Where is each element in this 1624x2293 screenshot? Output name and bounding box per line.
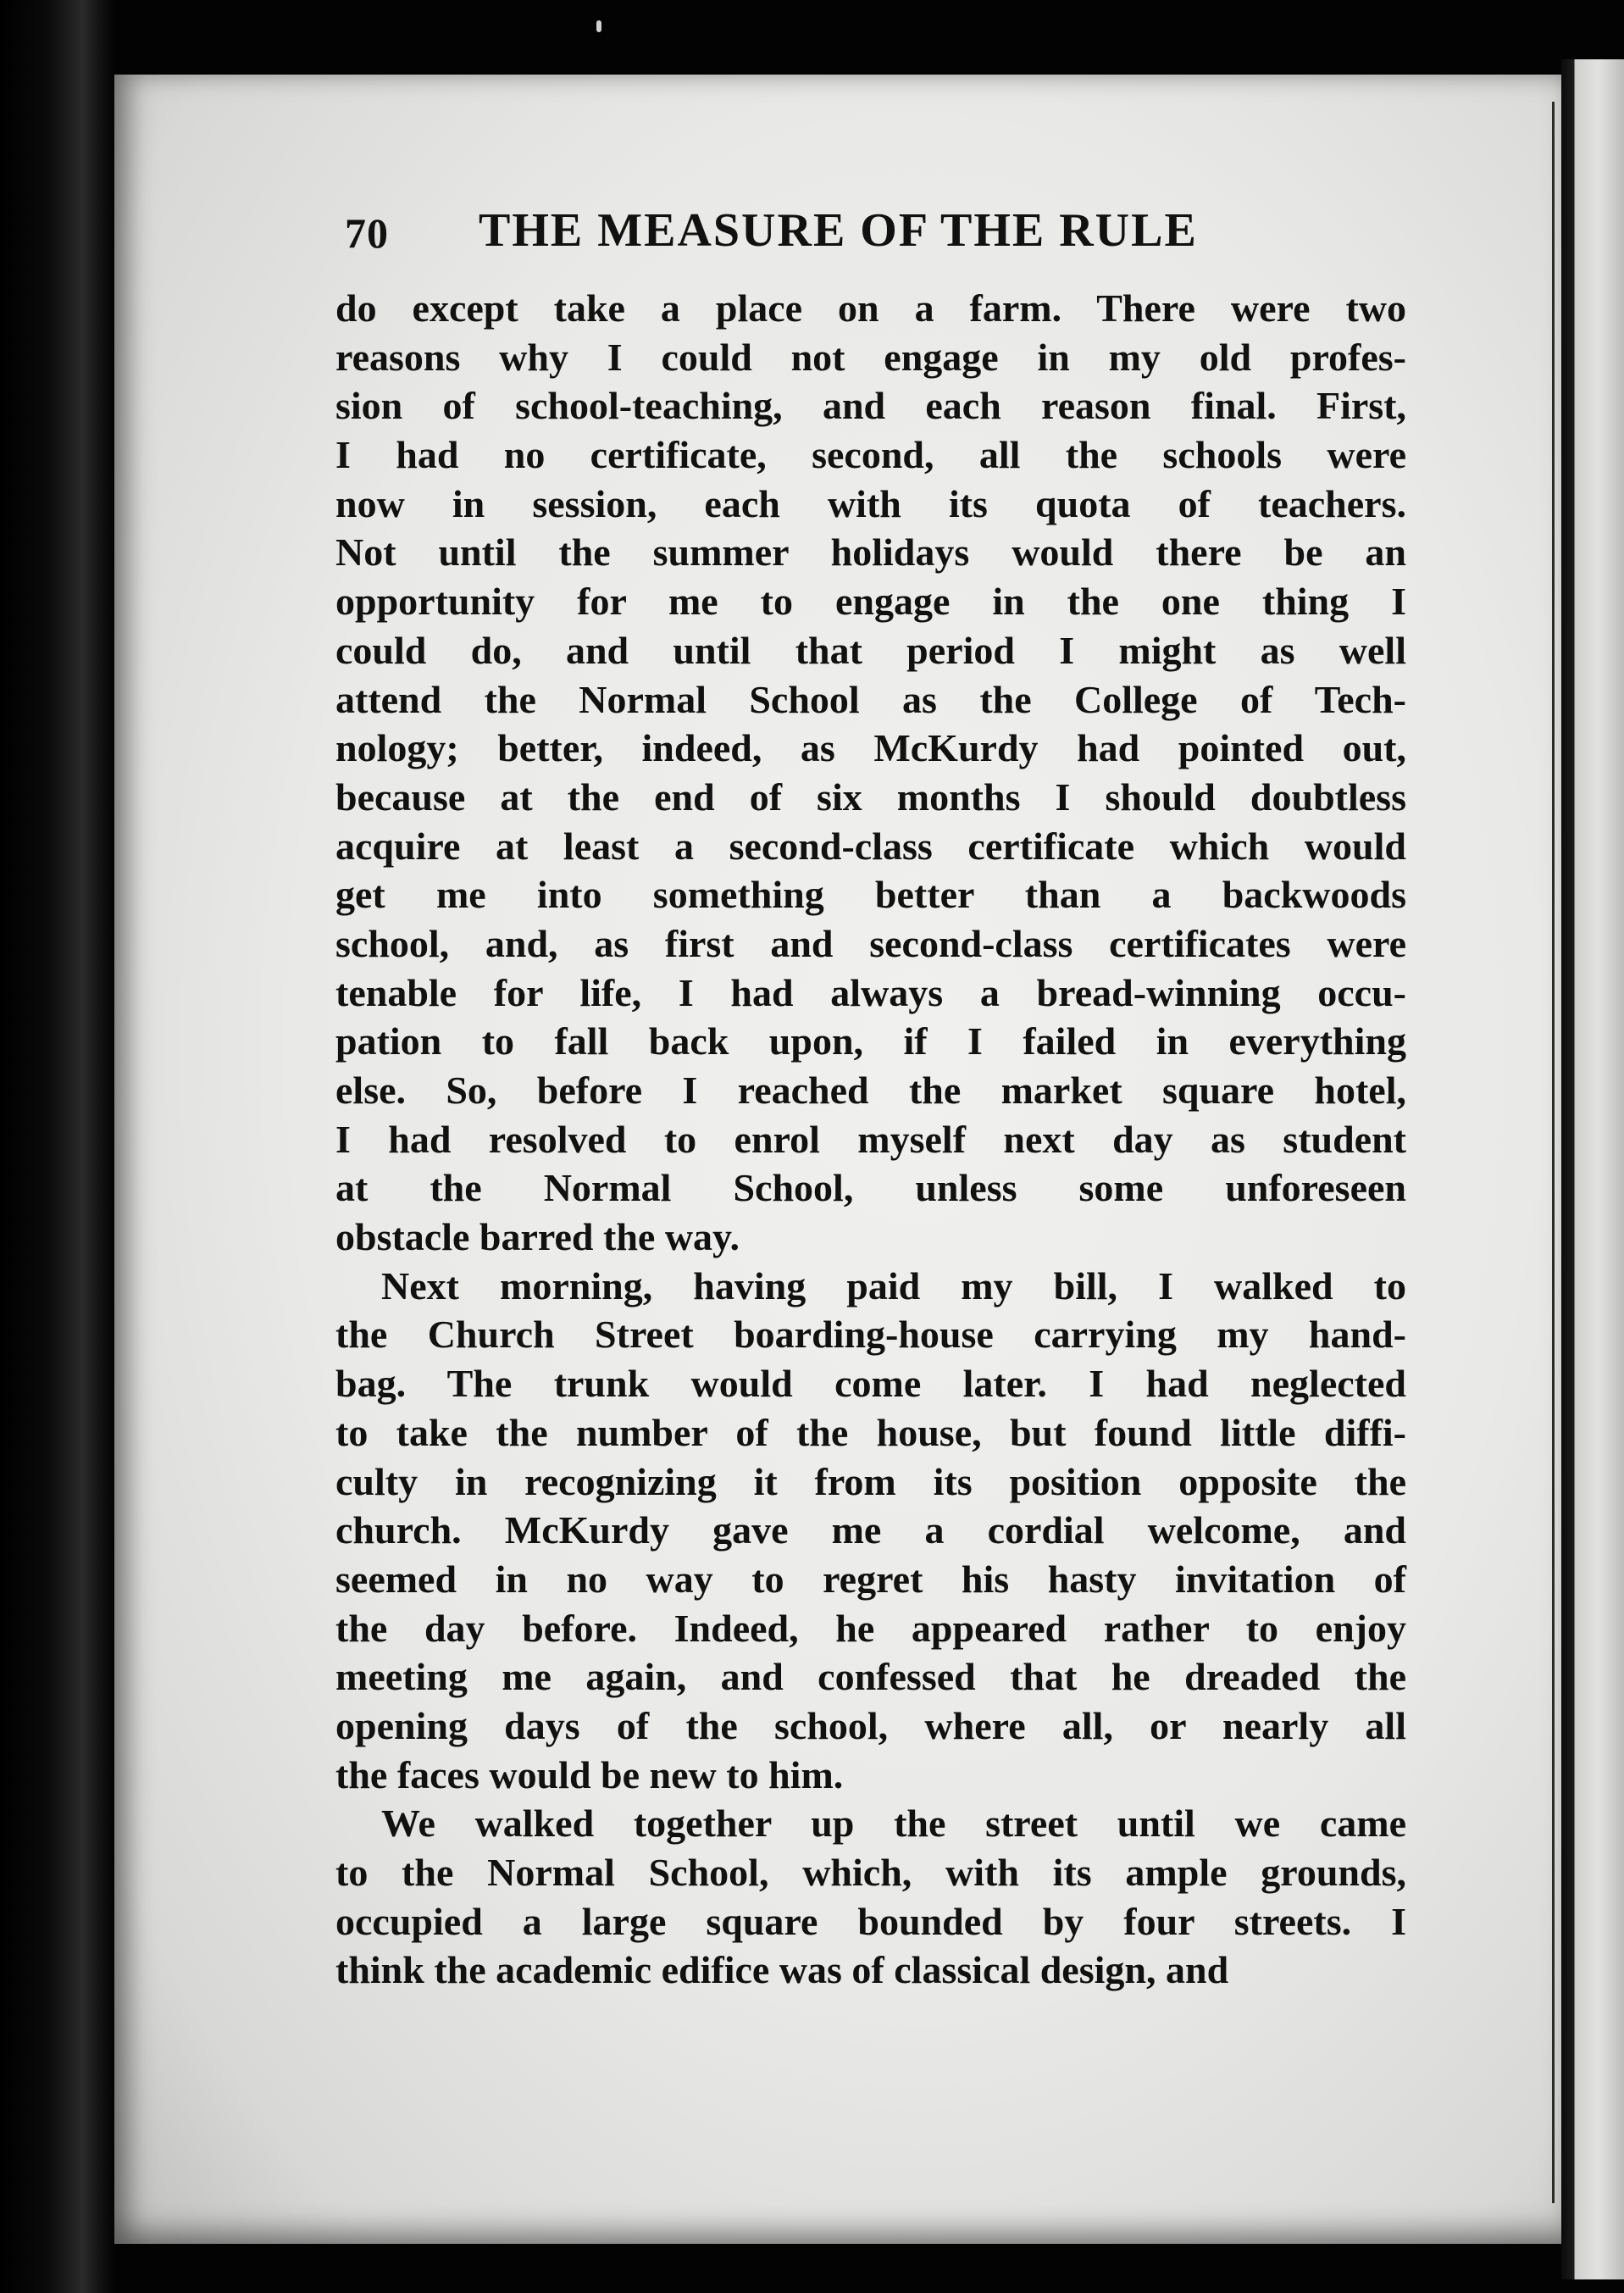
text-line: culty in recognizing it from its position opposite the bbox=[335, 1459, 1406, 1503]
paragraph bbox=[335, 1262, 1406, 1800]
page-number: 70 bbox=[345, 209, 389, 257]
book-binding bbox=[0, 0, 119, 2293]
text-line: meeting me again, and confessed that he dreaded the bbox=[335, 1655, 1406, 1699]
running-header bbox=[345, 203, 1283, 266]
next-page-edge bbox=[1561, 59, 1624, 2279]
text-line: Not until the summer holidays would there be an bbox=[335, 530, 1406, 575]
text-line: the Church Street boarding-house carrying my hand- bbox=[335, 1313, 1406, 1357]
text-line: sion of school-teaching, and each reason final. First, bbox=[335, 384, 1406, 428]
paragraph bbox=[335, 1799, 1406, 1995]
text-line: nology; better, indeed, as McKurdy had pointed out, bbox=[335, 726, 1406, 770]
text-line: at the Normal School, unless some unforeseen bbox=[335, 1166, 1406, 1210]
text-line: We walked together up the street until we came bbox=[381, 1802, 1406, 1846]
text-line: reasons why I could not engage in my old profes- bbox=[335, 335, 1406, 379]
scan-speck bbox=[596, 20, 601, 32]
text-line: because at the end of six months I should doubtless bbox=[335, 775, 1406, 819]
text-line: to the Normal School, which, with its ample grounds, bbox=[335, 1851, 1406, 1894]
text-line: now in session, each with its quota of teachers. bbox=[335, 481, 1406, 525]
body-text bbox=[335, 284, 1406, 1995]
text-line: the day before. Indeed, he appeared rather to enjoy bbox=[335, 1606, 1406, 1650]
text-line: occupied a large square bounded by four streets. I bbox=[335, 1899, 1406, 1943]
text-line: pation to fall back upon, if I failed in everything bbox=[335, 1019, 1406, 1063]
text-line: I had resolved to enrol myself next day as student bbox=[335, 1117, 1406, 1161]
text-line: Next morning, having paid my bill, I walked to bbox=[381, 1263, 1406, 1308]
text-line: think the academic edifice was of classical design, and bbox=[335, 1948, 1229, 1992]
text-line: to take the number of the house, but found little diffi- bbox=[335, 1410, 1406, 1454]
text-line: attend the Normal School as the College of Tech- bbox=[335, 677, 1406, 721]
text-line: obstacle barred the way. bbox=[335, 1215, 740, 1259]
book-title: THE MEASURE OF THE RULE bbox=[479, 204, 1198, 257]
text-line: school, and, as first and second-class certificates were bbox=[335, 921, 1406, 965]
page-edge-shadow bbox=[1552, 102, 1555, 2203]
text-line: the faces would be new to him. bbox=[335, 1752, 844, 1796]
text-line: get me into something better than a backwoods bbox=[335, 873, 1406, 917]
text-line: could do, and until that period I might as well bbox=[335, 628, 1406, 672]
text-line: acquire at least a second-class certificate which would bbox=[335, 824, 1406, 868]
text-line: I had no certificate, second, all the schools were bbox=[335, 433, 1406, 477]
text-line: seemed in no way to regret his hasty invitation of bbox=[335, 1557, 1406, 1601]
text-line: opening days of the school, where all, or nearly all bbox=[335, 1703, 1406, 1747]
paragraph bbox=[335, 284, 1406, 1262]
text-line: do except take a place on a farm. There were two bbox=[335, 286, 1406, 330]
text-line: opportunity for me to engage in the one thing I bbox=[335, 580, 1406, 624]
text-line: bag. The trunk would come later. I had neglected bbox=[335, 1362, 1406, 1406]
text-line: church. McKurdy gave me a cordial welcome, and bbox=[335, 1508, 1406, 1552]
text-line: else. So, before I reached the market square hotel, bbox=[335, 1069, 1406, 1112]
text-line: tenable for life, I had always a bread-winning occu- bbox=[335, 970, 1406, 1014]
